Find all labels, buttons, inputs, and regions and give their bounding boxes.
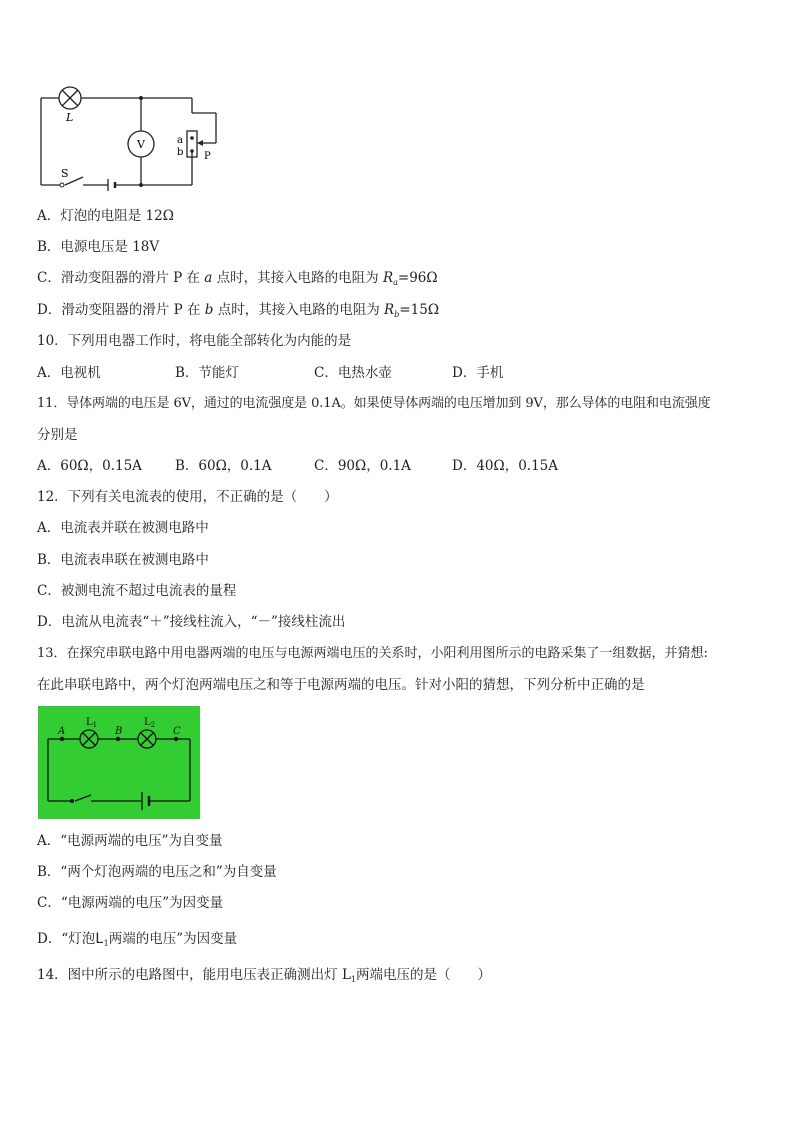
q12-option-d: D．电流从电流表“＋”接线柱流入，“－”接线柱流出 <box>37 614 346 630</box>
point-b-label: B <box>115 726 123 737</box>
q13-option-c: C．“电源两端的电压”为因变量 <box>37 895 224 911</box>
q13-option-a: A．“电源两端的电压”为自变量 <box>37 833 223 849</box>
point-b-label: b <box>177 147 184 158</box>
figure-background <box>38 706 200 819</box>
q11-option-c: C．90Ω，0.1A <box>314 458 411 474</box>
q10-stem: 10．下列用电器工作时，将电能全部转化为内能的是 <box>37 333 352 349</box>
lamp1-label: $L_1$ <box>86 717 98 729</box>
switch-label: S <box>61 167 69 180</box>
q10-option-b: B．节能灯 <box>175 365 239 381</box>
q11-stem-line2: 分别是 <box>37 427 78 443</box>
q9-option-b: B．电源电压是 18V <box>37 239 160 255</box>
q9-option-a: A．灯泡的电阻是 12Ω <box>37 208 174 224</box>
q10-option-a: A．电视机 <box>37 365 101 381</box>
slider-label: P <box>204 151 211 162</box>
lamp-label: L <box>66 111 74 124</box>
q13-stem-line2: 在此串联电路中，两个灯泡两端电压之和等于电源两端的电压。针对小阳的猜想，下列分析中正确的是 <box>37 677 645 693</box>
q12-stem: 12．下列有关电流表的使用，不正确的是（ ） <box>37 489 338 505</box>
q11-stem-line1: 11．导体两端的电压是 6V，通过的电流强度是 0.1A。如果使导体两端的电压增加到 9V，那么导体的电阻和电流强度 <box>37 396 711 411</box>
q12-option-c: C．被测电流不超过电流表的量程 <box>37 583 237 599</box>
q13-stem-line1: 13．在探究串联电路中用电器两端的电压与电源两端电压的关系时，小阳利用图所示的电路采集了一组数据，并猜想: <box>37 646 708 661</box>
circuit-diagram-2 <box>38 706 200 819</box>
q10-option-c: C．电热水壶 <box>314 365 392 381</box>
q11-option-b: B．60Ω，0.1A <box>175 458 272 474</box>
q9-option-c: C．滑动变阻器的滑片 P 在 a 点时，其接入电路的电阻为 $R_a=96\Omega$ <box>37 270 438 287</box>
q10-option-d: D．手机 <box>452 365 504 381</box>
circuit-diagram-1 <box>35 85 235 195</box>
q14-stem: 14．图中所示的电路图中，能用电压表正确测出灯 $L_1$两端电压的是（ ） <box>37 967 492 984</box>
q13-option-d: D．“灯泡$L_1$两端的电压”为因变量 <box>37 931 238 948</box>
q13-option-b: B．“两个灯泡两端的电压之和”为自变量 <box>37 864 277 880</box>
point-a-label: a <box>177 135 183 146</box>
q9-option-d: D．滑动变阻器的滑片 P 在 b 点时，其接入电路的电阻为 $R_b=15\Omega$ <box>37 302 440 319</box>
q11-option-a: A．60Ω，0.15A <box>37 458 142 474</box>
q12-option-a: A．电流表并联在被测电路中 <box>37 520 209 536</box>
point-a-label: A <box>58 726 66 737</box>
q12-option-b: B．电流表串联在被测电路中 <box>37 552 209 568</box>
q11-option-d: D．40Ω，0.15A <box>452 458 559 474</box>
point-c-label: C <box>173 726 181 737</box>
lamp2-label: $L_2$ <box>144 717 156 729</box>
voltmeter-label: V <box>137 138 145 151</box>
